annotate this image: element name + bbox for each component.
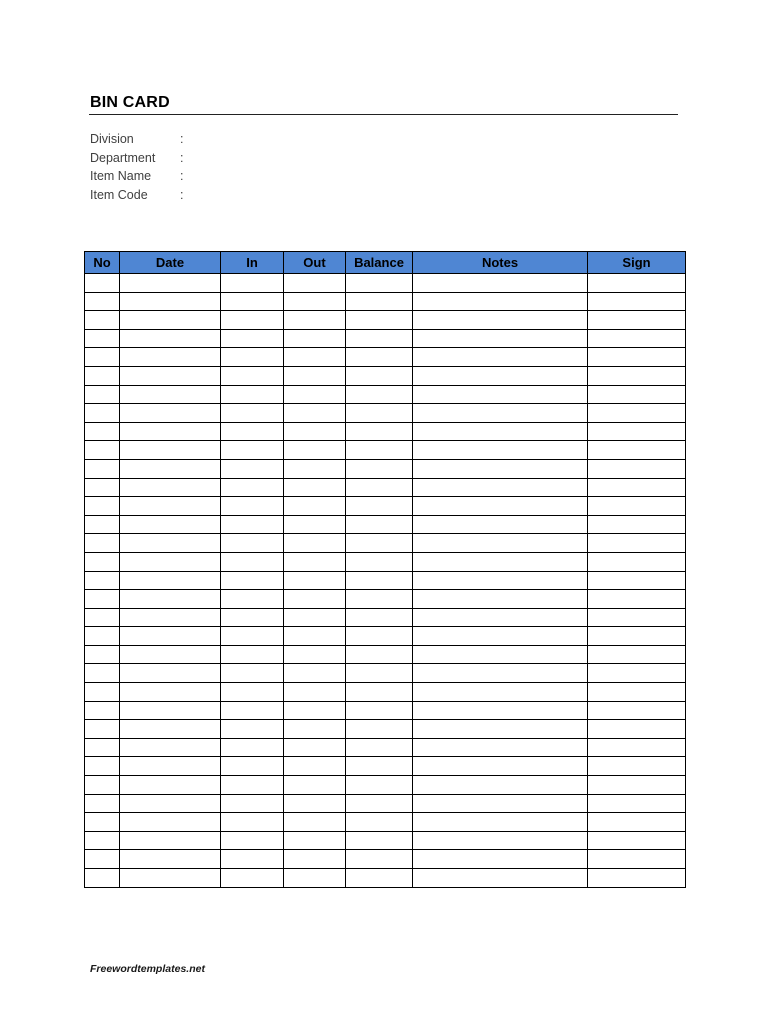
table-cell[interactable] [413,608,588,627]
col-header-notes: Notes [413,252,588,274]
table-cell[interactable] [284,552,346,571]
table-row [85,292,686,311]
table-cell[interactable] [413,404,588,423]
table-cell[interactable] [120,441,221,460]
table-cell[interactable] [588,515,686,534]
table-cell[interactable] [588,813,686,832]
table-cell[interactable] [120,701,221,720]
table-cell[interactable] [221,274,284,293]
table-cell[interactable] [588,571,686,590]
table-cell[interactable] [588,422,686,441]
table-row [85,831,686,850]
table-cell[interactable] [413,366,588,385]
table-row [85,385,686,404]
table-cell[interactable] [120,534,221,553]
table-cell[interactable] [413,757,588,776]
table-row [85,366,686,385]
table-cell[interactable] [221,720,284,739]
table-cell[interactable] [85,813,120,832]
table-cell[interactable] [284,404,346,423]
table-cell[interactable] [120,645,221,664]
table-cell[interactable] [85,404,120,423]
table-cell[interactable] [413,738,588,757]
table-cell[interactable] [284,738,346,757]
table-cell[interactable] [413,441,588,460]
table-cell[interactable] [588,831,686,850]
col-header-in: In [221,252,284,274]
table-cell[interactable] [588,738,686,757]
table-cell[interactable] [413,645,588,664]
table-cell[interactable] [221,497,284,516]
table-cell[interactable] [284,720,346,739]
table-cell[interactable] [85,701,120,720]
table-cell[interactable] [120,366,221,385]
table-cell[interactable] [413,311,588,330]
field-item-name [90,167,190,186]
field-item-code [90,186,190,205]
table-cell[interactable] [413,274,588,293]
table-cell[interactable] [413,552,588,571]
table-cell[interactable] [346,608,413,627]
table-cell[interactable] [413,590,588,609]
table-cell[interactable] [284,311,346,330]
table-header-row [85,252,686,274]
table-cell[interactable] [346,683,413,702]
table-cell[interactable] [346,478,413,497]
table-cell[interactable] [346,274,413,293]
table-row [85,645,686,664]
table-cell[interactable] [221,701,284,720]
table-row [85,683,686,702]
table-cell[interactable] [221,794,284,813]
table-cell[interactable] [85,366,120,385]
table-row [85,534,686,553]
table-cell[interactable] [413,794,588,813]
table-cell[interactable] [221,590,284,609]
field-separator: : [180,132,184,147]
col-header-balance: Balance [346,252,413,274]
table-cell[interactable] [346,776,413,795]
table-cell[interactable] [346,831,413,850]
table-cell[interactable] [346,869,413,888]
table-cell[interactable] [413,459,588,478]
table-cell[interactable] [588,348,686,367]
table-cell[interactable] [85,534,120,553]
table-row [85,497,686,516]
table-cell[interactable] [85,292,120,311]
field-department [90,149,190,168]
table-cell[interactable] [588,274,686,293]
table-cell[interactable] [346,329,413,348]
table-cell[interactable] [588,664,686,683]
table-cell[interactable] [85,348,120,367]
table-cell[interactable] [85,738,120,757]
field-label: Division [90,132,134,147]
table-cell[interactable] [284,813,346,832]
table-cell[interactable] [120,422,221,441]
table-cell[interactable] [85,459,120,478]
table-cell[interactable] [120,813,221,832]
page-title: BIN CARD [90,94,170,111]
table-cell[interactable] [413,831,588,850]
table-cell[interactable] [120,590,221,609]
table-cell[interactable] [221,348,284,367]
table-cell[interactable] [588,701,686,720]
table-cell[interactable] [221,404,284,423]
table-cell[interactable] [284,534,346,553]
table-cell[interactable] [284,701,346,720]
table-row [85,720,686,739]
field-label: Item Code [90,188,148,203]
table-row [85,701,686,720]
table-cell[interactable] [85,515,120,534]
table-row [85,850,686,869]
table-row [85,404,686,423]
table-cell[interactable] [221,534,284,553]
table-row [85,348,686,367]
table-cell[interactable] [413,720,588,739]
table-cell[interactable] [120,664,221,683]
table-cell[interactable] [346,534,413,553]
table-cell[interactable] [221,608,284,627]
table-cell[interactable] [284,422,346,441]
table-cell[interactable] [346,404,413,423]
table-cell[interactable] [346,515,413,534]
table-cell[interactable] [120,311,221,330]
table-cell[interactable] [221,422,284,441]
table-cell[interactable] [346,701,413,720]
table-cell[interactable] [284,292,346,311]
table-cell[interactable] [221,515,284,534]
table-cell[interactable] [346,738,413,757]
table-cell[interactable] [221,478,284,497]
table-cell[interactable] [221,776,284,795]
table-cell[interactable] [588,292,686,311]
table-cell[interactable] [120,683,221,702]
table-cell[interactable] [85,329,120,348]
table-row [85,869,686,888]
table-cell[interactable] [413,869,588,888]
table-cell[interactable] [346,311,413,330]
table-cell[interactable] [588,683,686,702]
table-row [85,515,686,534]
table-cell[interactable] [413,292,588,311]
table-cell[interactable] [284,757,346,776]
table-cell[interactable] [284,348,346,367]
table-cell[interactable] [85,720,120,739]
table-cell[interactable] [221,459,284,478]
table-cell[interactable] [120,776,221,795]
table-cell[interactable] [120,738,221,757]
table-cell[interactable] [413,683,588,702]
table-cell[interactable] [588,478,686,497]
table-cell[interactable] [221,627,284,646]
table-cell[interactable] [85,850,120,869]
table-cell[interactable] [120,869,221,888]
table-row [85,608,686,627]
table-cell[interactable] [221,385,284,404]
table-cell[interactable] [85,776,120,795]
table-cell[interactable] [346,794,413,813]
table-cell[interactable] [85,757,120,776]
table-cell[interactable] [221,813,284,832]
table-cell[interactable] [284,478,346,497]
table-cell[interactable] [413,534,588,553]
table-cell[interactable] [284,794,346,813]
table-cell[interactable] [588,776,686,795]
table-cell[interactable] [120,385,221,404]
table-row [85,738,686,757]
table-cell[interactable] [346,850,413,869]
table-row [85,459,686,478]
table-cell[interactable] [413,478,588,497]
table-row [85,571,686,590]
table-cell[interactable] [284,683,346,702]
table-cell[interactable] [85,590,120,609]
table-cell[interactable] [284,515,346,534]
field-label: Item Name [90,169,152,184]
table-cell[interactable] [221,366,284,385]
table-cell[interactable] [588,608,686,627]
table-cell[interactable] [284,664,346,683]
table-cell[interactable] [588,497,686,516]
table-cell[interactable] [346,664,413,683]
table-body [85,274,686,888]
table-cell[interactable] [221,311,284,330]
table-cell[interactable] [346,348,413,367]
table-cell[interactable] [85,274,120,293]
table-cell[interactable] [120,348,221,367]
table-cell[interactable] [120,515,221,534]
col-header-no: No [85,252,120,274]
table-cell[interactable] [221,329,284,348]
table-cell[interactable] [120,831,221,850]
table-cell[interactable] [221,645,284,664]
table-cell[interactable] [588,329,686,348]
table-cell[interactable] [120,720,221,739]
table-cell[interactable] [588,720,686,739]
table-cell[interactable] [221,292,284,311]
col-header-sign: Sign [588,252,686,274]
table-cell[interactable] [413,701,588,720]
table-cell[interactable] [284,385,346,404]
table-cell[interactable] [346,459,413,478]
table-cell[interactable] [413,850,588,869]
table-cell[interactable] [588,366,686,385]
table-cell[interactable] [588,869,686,888]
table-cell[interactable] [120,459,221,478]
table-cell[interactable] [413,813,588,832]
table-cell[interactable] [588,794,686,813]
table-cell[interactable] [284,608,346,627]
table-cell[interactable] [284,497,346,516]
table-cell[interactable] [85,311,120,330]
table-cell[interactable] [413,571,588,590]
table-cell[interactable] [120,794,221,813]
table-cell[interactable] [85,385,120,404]
table-row [85,794,686,813]
table-cell[interactable] [588,645,686,664]
table-cell[interactable] [85,422,120,441]
table-row [85,813,686,832]
table-cell[interactable] [284,366,346,385]
table-cell[interactable] [221,757,284,776]
table-cell[interactable] [346,497,413,516]
table-cell[interactable] [221,683,284,702]
table-cell[interactable] [413,329,588,348]
table-cell[interactable] [413,627,588,646]
table-cell[interactable] [346,366,413,385]
table-cell[interactable] [588,441,686,460]
table-cell[interactable] [120,329,221,348]
field-separator: : [180,169,184,184]
table-cell[interactable] [85,441,120,460]
table-cell[interactable] [346,422,413,441]
table-cell[interactable] [413,515,588,534]
table-cell[interactable] [85,478,120,497]
table-cell[interactable] [588,627,686,646]
col-header-date: Date [120,252,221,274]
field-division [90,130,190,149]
table-row [85,274,686,293]
table-cell[interactable] [346,571,413,590]
table-cell[interactable] [221,869,284,888]
table-cell[interactable] [346,441,413,460]
table-row [85,441,686,460]
table-cell[interactable] [346,552,413,571]
table-row [85,776,686,795]
table-cell[interactable] [221,552,284,571]
table-cell[interactable] [120,757,221,776]
table-row [85,552,686,571]
table-cell[interactable] [221,850,284,869]
table-cell[interactable] [588,552,686,571]
table-cell[interactable] [346,292,413,311]
table-cell[interactable] [120,274,221,293]
table-cell[interactable] [284,627,346,646]
table-cell[interactable] [85,683,120,702]
table-cell[interactable] [588,590,686,609]
table-row [85,757,686,776]
table-cell[interactable] [85,869,120,888]
field-separator: : [180,150,184,165]
table-cell[interactable] [413,776,588,795]
table-cell[interactable] [120,292,221,311]
table-cell[interactable] [284,776,346,795]
table-cell[interactable] [413,497,588,516]
table-row [85,311,686,330]
table-cell[interactable] [588,385,686,404]
table-cell[interactable] [120,497,221,516]
table-cell[interactable] [284,590,346,609]
table-cell[interactable] [85,664,120,683]
table-cell[interactable] [346,627,413,646]
field-separator: : [180,188,184,203]
table-cell[interactable] [413,422,588,441]
table-cell[interactable] [588,850,686,869]
table-cell[interactable] [85,645,120,664]
table-cell[interactable] [120,404,221,423]
table-cell[interactable] [85,552,120,571]
table-cell[interactable] [284,645,346,664]
table-cell[interactable] [284,441,346,460]
table-cell[interactable] [221,664,284,683]
table-row [85,422,686,441]
table-cell[interactable] [85,608,120,627]
table-row [85,590,686,609]
table-cell[interactable] [346,645,413,664]
table-cell[interactable] [85,497,120,516]
table-cell[interactable] [120,571,221,590]
table-cell[interactable] [346,590,413,609]
table-cell[interactable] [85,794,120,813]
bin-card-table [84,251,686,888]
table-cell[interactable] [284,831,346,850]
header-fields [90,130,190,204]
table-cell[interactable] [284,571,346,590]
table-cell[interactable] [588,459,686,478]
table-cell[interactable] [221,831,284,850]
table-cell[interactable] [413,348,588,367]
table-cell[interactable] [346,720,413,739]
table-cell[interactable] [588,534,686,553]
table-cell[interactable] [588,757,686,776]
table-cell[interactable] [85,831,120,850]
footer-source: Freewordtemplates.net [90,963,205,975]
field-label: Department [90,150,156,165]
table-cell[interactable] [284,850,346,869]
table-row [85,478,686,497]
table-cell[interactable] [85,571,120,590]
table-cell[interactable] [284,869,346,888]
table-cell[interactable] [85,627,120,646]
table-cell[interactable] [120,478,221,497]
table-cell[interactable] [120,608,221,627]
title-underline [89,114,678,115]
table-row [85,329,686,348]
table-cell[interactable] [120,850,221,869]
table-cell[interactable] [221,738,284,757]
table-cell[interactable] [221,571,284,590]
table-cell[interactable] [413,385,588,404]
table-cell[interactable] [346,757,413,776]
table-cell[interactable] [346,385,413,404]
table-cell[interactable] [120,627,221,646]
table-row [85,627,686,646]
table-cell[interactable] [120,552,221,571]
table-cell[interactable] [413,664,588,683]
table-cell[interactable] [284,274,346,293]
table-cell[interactable] [588,404,686,423]
table-row [85,664,686,683]
table-cell[interactable] [346,813,413,832]
col-header-out: Out [284,252,346,274]
table-cell[interactable] [221,441,284,460]
table-cell[interactable] [284,329,346,348]
table-cell[interactable] [588,311,686,330]
table-cell[interactable] [284,459,346,478]
